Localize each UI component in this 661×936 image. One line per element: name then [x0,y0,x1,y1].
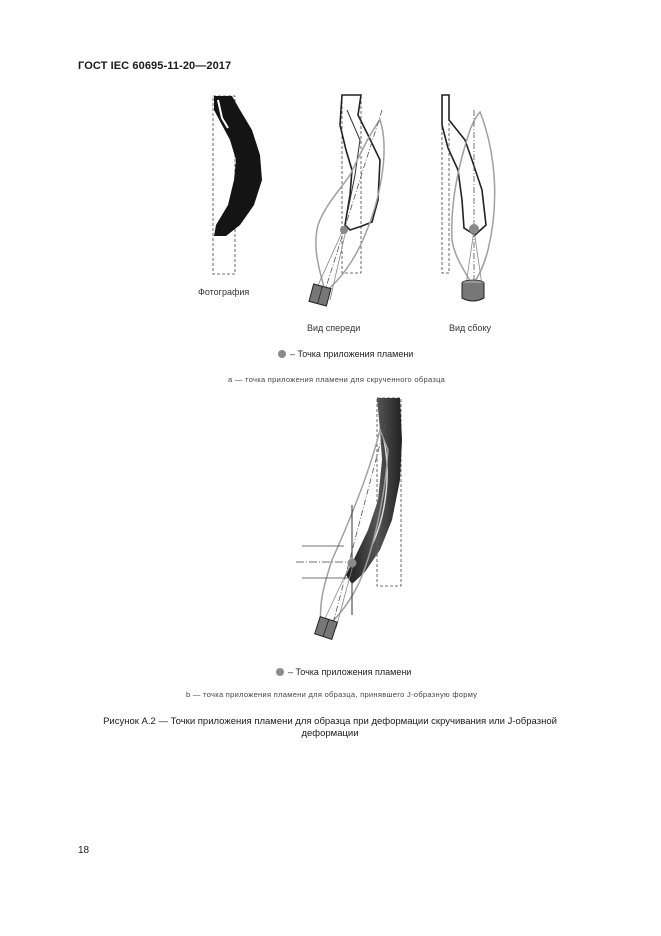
legend-a [278,349,413,359]
caption-b: b — точка приложения пламени для образца, принявшего J-образную форму [186,690,478,699]
side-view-label: Вид сбоку [449,323,491,333]
flame-point-marker-icon [276,668,284,676]
figure-caption: Рисунок А.2 — Точки приложения пламени для образца при деформации скручивания или J-образной деформации [103,716,557,739]
legend-b [276,667,411,677]
photo-label: Фотография [198,287,250,297]
side-view-drawing [442,95,495,301]
front-view-label: Вид спереди [307,323,361,333]
legend-a-text: – Точка приложения пламени [290,349,414,359]
caption-a: а — точка приложения пламени для скрученного образца [228,375,446,384]
legend-b-text: – Точка приложения пламени [288,667,412,677]
flame-point-marker-icon [278,350,286,358]
j-shape-drawing [296,398,402,639]
photo-specimen-drawing [213,96,262,274]
document-header: ГОСТ IEC 60695-11-20—2017 [78,60,232,72]
page-number: 18 [78,845,90,856]
front-view-drawing [309,95,384,306]
